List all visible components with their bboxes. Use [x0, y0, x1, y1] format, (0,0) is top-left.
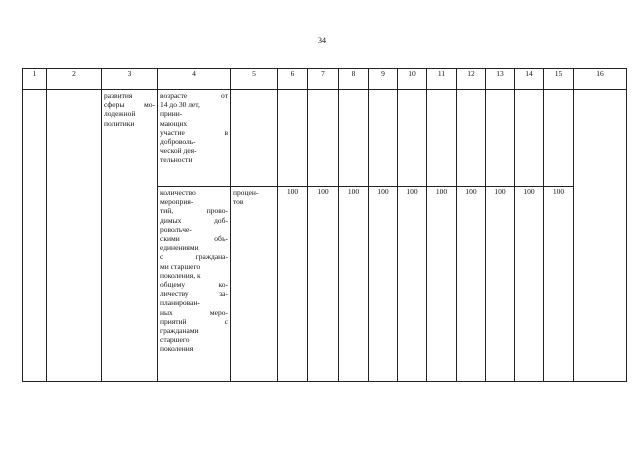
value-cell: 100	[457, 187, 486, 382]
cell-line: прини-	[160, 109, 183, 119]
table-cell	[427, 90, 457, 187]
column-number: 8	[339, 69, 369, 90]
cell-line: ных меро-	[160, 307, 228, 317]
table-cell	[278, 90, 308, 187]
table-cell	[574, 90, 627, 382]
cell-line: количество	[160, 188, 196, 197]
cell-line: мающих	[160, 118, 188, 128]
unit-cell	[231, 187, 278, 382]
column-number-row	[23, 69, 627, 90]
column-number: 15	[544, 69, 574, 90]
column-number: 7	[308, 69, 339, 90]
cell-line: роволъче-	[160, 224, 192, 234]
column-number: 14	[515, 69, 544, 90]
column-number: 12	[457, 69, 486, 90]
cell-line: димых доб-	[160, 215, 228, 225]
column-number: 11	[427, 69, 457, 90]
cell-line: общему ко-	[160, 280, 228, 290]
page-number: 34	[318, 36, 326, 45]
cell-line: ми старшего	[160, 261, 201, 271]
cell-line: старшего	[160, 335, 190, 345]
cell-line: лодежной	[104, 109, 136, 119]
column-number: 5	[231, 69, 278, 90]
cell-line: скими объ-	[160, 234, 228, 244]
column-number: 10	[398, 69, 427, 90]
column-number: 13	[486, 69, 515, 90]
indicator-cell	[158, 90, 231, 187]
table-cell	[515, 90, 544, 187]
cell-line: участие в	[160, 127, 228, 137]
table-row	[23, 90, 627, 187]
value-cell: 100	[486, 187, 515, 382]
table-cell	[308, 90, 339, 187]
cell-line: тельности	[160, 155, 193, 165]
cell-line: единениями	[160, 243, 199, 253]
cell-line: поколения, к	[160, 270, 201, 280]
cell-line: планирован-	[160, 298, 200, 308]
unit-text: процен- тов	[233, 188, 259, 207]
value-cell: 100	[369, 187, 398, 382]
table-cell	[486, 90, 515, 187]
column-number: 1	[23, 69, 47, 90]
cell-line: личеству за-	[160, 289, 228, 299]
column-number: 9	[369, 69, 398, 90]
cell-line: с граждана-	[160, 252, 228, 262]
table-cell	[23, 90, 47, 382]
cell-line: политики	[104, 118, 135, 128]
cell-line: 14 до 30 лет,	[160, 100, 200, 110]
table-cell	[231, 90, 278, 187]
table-cell	[339, 90, 369, 187]
column-number: 6	[278, 69, 308, 90]
cell-line: приятий с	[160, 316, 228, 326]
cell-line: мероприя-	[160, 197, 194, 207]
column-number: 2	[47, 69, 102, 90]
value-cell: 100	[427, 187, 457, 382]
column-number: 4	[158, 69, 231, 90]
cell-line: поколения	[160, 344, 194, 354]
indicator-cell	[158, 187, 231, 382]
value-cell: 100	[544, 187, 574, 382]
cell-line: развития	[104, 91, 133, 100]
table-cell	[544, 90, 574, 187]
cell-line: ческой дея-	[160, 146, 197, 156]
table-cell	[457, 90, 486, 187]
table-cell	[369, 90, 398, 187]
column-number: 16	[574, 69, 627, 90]
value-cell: 100	[339, 187, 369, 382]
table-cell	[47, 90, 102, 382]
value-cell: 100	[308, 187, 339, 382]
cell-line: доброволь-	[160, 137, 196, 147]
indicator-table	[22, 68, 627, 382]
value-cell: 100	[515, 187, 544, 382]
table-cell	[398, 90, 427, 187]
goal-cell	[102, 90, 158, 382]
value-cell: 100	[278, 187, 308, 382]
cell-line: сферы мо-	[104, 100, 155, 110]
cell-line: тий, прово-	[160, 206, 228, 216]
column-number: 3	[102, 69, 158, 90]
cell-line: гражданами	[160, 326, 199, 336]
cell-line: возрасте от	[160, 91, 228, 100]
value-cell: 100	[398, 187, 427, 382]
